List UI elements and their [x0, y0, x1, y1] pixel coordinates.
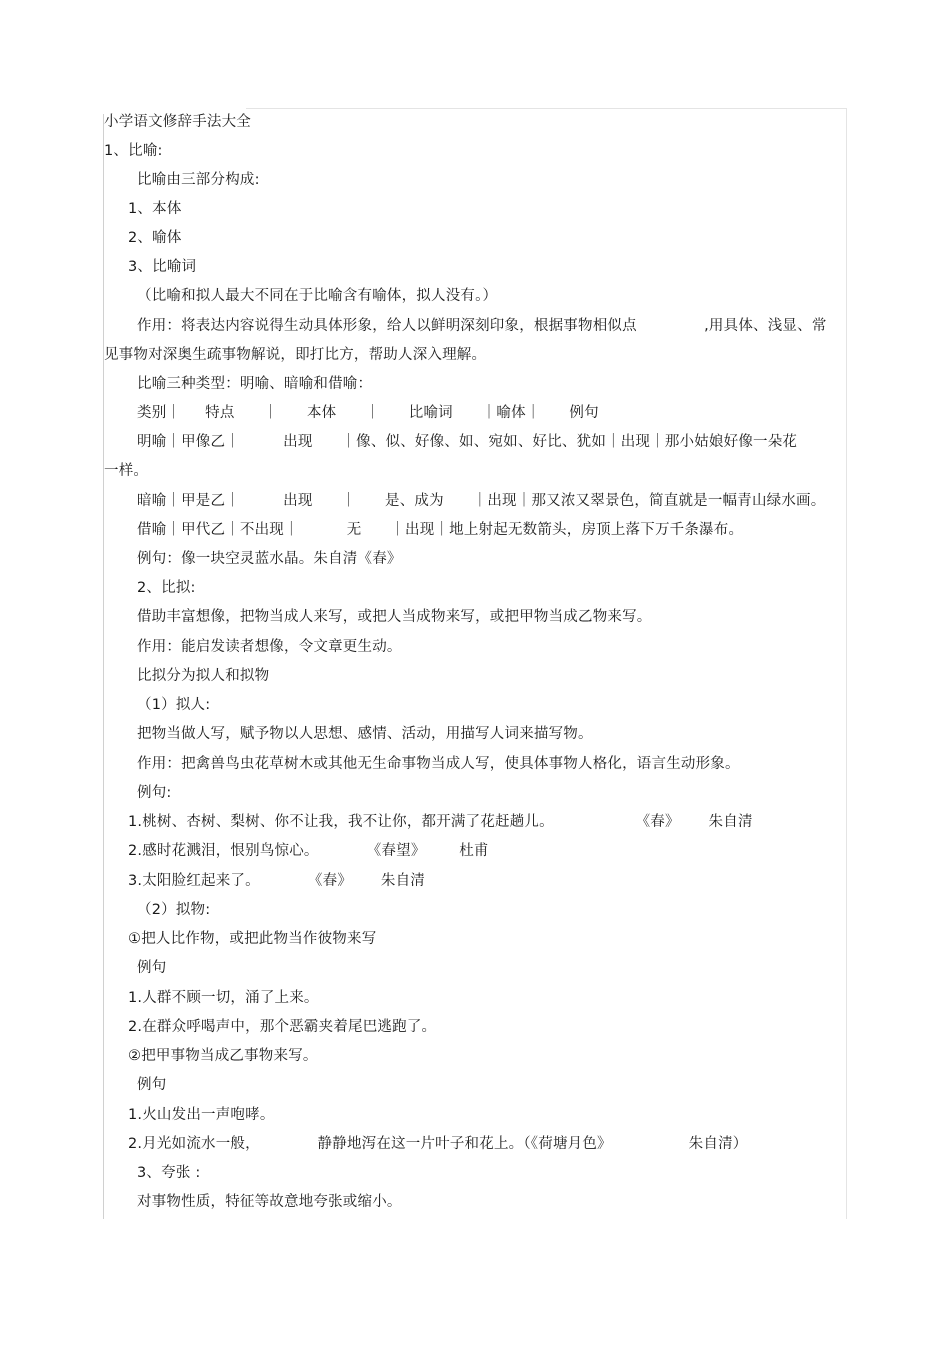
example-label: 例句: [137, 1077, 167, 1093]
example-line: 3.太阳脸红起来了。 《春》 朱自清: [128, 873, 425, 889]
example-line: 1.火山发出一声咆哮。: [128, 1107, 275, 1123]
example-line: 2.月光如流水一般， 静静地泻在这一片叶子和花上。（《荷塘月色》 朱自清）: [128, 1136, 748, 1152]
text-line: 把物当做人写，赋予物以人思想、感情、活动，用描写人词来描写物。: [137, 726, 593, 742]
section-heading-hyperbole: 3、夸张 :: [137, 1165, 201, 1181]
text-line: ②把甲事物当成乙事物来写。: [128, 1048, 318, 1064]
list-item: 3、比喻词: [128, 259, 197, 275]
example-label: 例句: [137, 960, 167, 976]
text-line: 作用：能启发读者想像，令文章更生动。: [137, 639, 402, 655]
table-header-row: 类别｜ 特点 ｜ 本体 ｜ 比喻词 ｜喻体｜ 例句: [137, 405, 599, 421]
section-heading-personification: 2、比拟:: [137, 580, 196, 596]
list-item: 2、喻体: [128, 230, 182, 246]
table-row-continuation: 一样。: [104, 463, 149, 479]
example-line: 1.人群不顾一切，涌了上来。: [128, 990, 319, 1006]
text-line: 见事物对深奥生疏事物解说，即打比方，帮助人深入理解。: [104, 347, 487, 363]
example-line: 1.桃树、杏树、梨树、你不让我，我不让你，都开满了花赶趟儿。 《春》 朱自清: [128, 814, 753, 830]
example-label: 例句:: [137, 785, 172, 801]
example-line: 2.感时花溅泪，恨别鸟惊心。 《春望》 杜甫: [128, 843, 489, 859]
text-line: 比喻由三部分构成:: [137, 172, 260, 188]
text-line: 作用：把禽兽鸟虫花草树木或其他无生命事物当成人写，使具体事物人格化，语言生动形象。: [137, 756, 740, 772]
text-line: 作用：将表达内容说得生动具体形象，给人以鲜明深刻印象，根据事物相似点 ,用具体、浅显、常: [137, 318, 827, 334]
subheading: （2）拟物:: [137, 902, 211, 918]
text-line: 比喻三种类型：明喻、暗喻和借喻：: [137, 376, 373, 392]
text-line: ①把人比作物，或把此物当作彼物来写: [128, 931, 377, 947]
example-line: 例句：像一块空灵蓝水晶。朱自清《春》: [137, 551, 402, 567]
subheading: （1）拟人:: [137, 697, 211, 713]
table-row: 暗喻｜甲是乙｜ 出现 ｜ 是、成为 ｜出现｜那又浓又翠景色，简直就是一幅青山绿水画。: [137, 493, 826, 509]
list-item: 1、本体: [128, 201, 182, 217]
table-row: 借喻｜甲代乙｜不出现｜ 无 ｜出现｜地上射起无数箭头，房顶上落下万千条瀑布。: [137, 522, 744, 538]
document-title: 小学语文修辞手法大全: [104, 114, 251, 130]
table-row: 明喻｜甲像乙｜ 出现 ｜像、似、好像、如、宛如、好比、犹如｜出现｜那小姑娘好像一朵花: [137, 434, 798, 450]
text-line: 借助丰富想像，把物当成人来写，或把人当成物来写，或把甲物当成乙物来写。: [137, 609, 652, 625]
note-line: （比喻和拟人最大不同在于比喻含有喻体，拟人没有。）: [137, 288, 498, 304]
section-heading-metaphor: 1、比喻:: [104, 143, 163, 159]
text-line: 比拟分为拟人和拟物: [137, 668, 270, 684]
text-line: 对事物性质，特征等故意地夸张或缩小。: [137, 1194, 402, 1210]
example-line: 2.在群众呼喝声中，那个恶霸夹着尾巴逃跑了。: [128, 1019, 437, 1035]
